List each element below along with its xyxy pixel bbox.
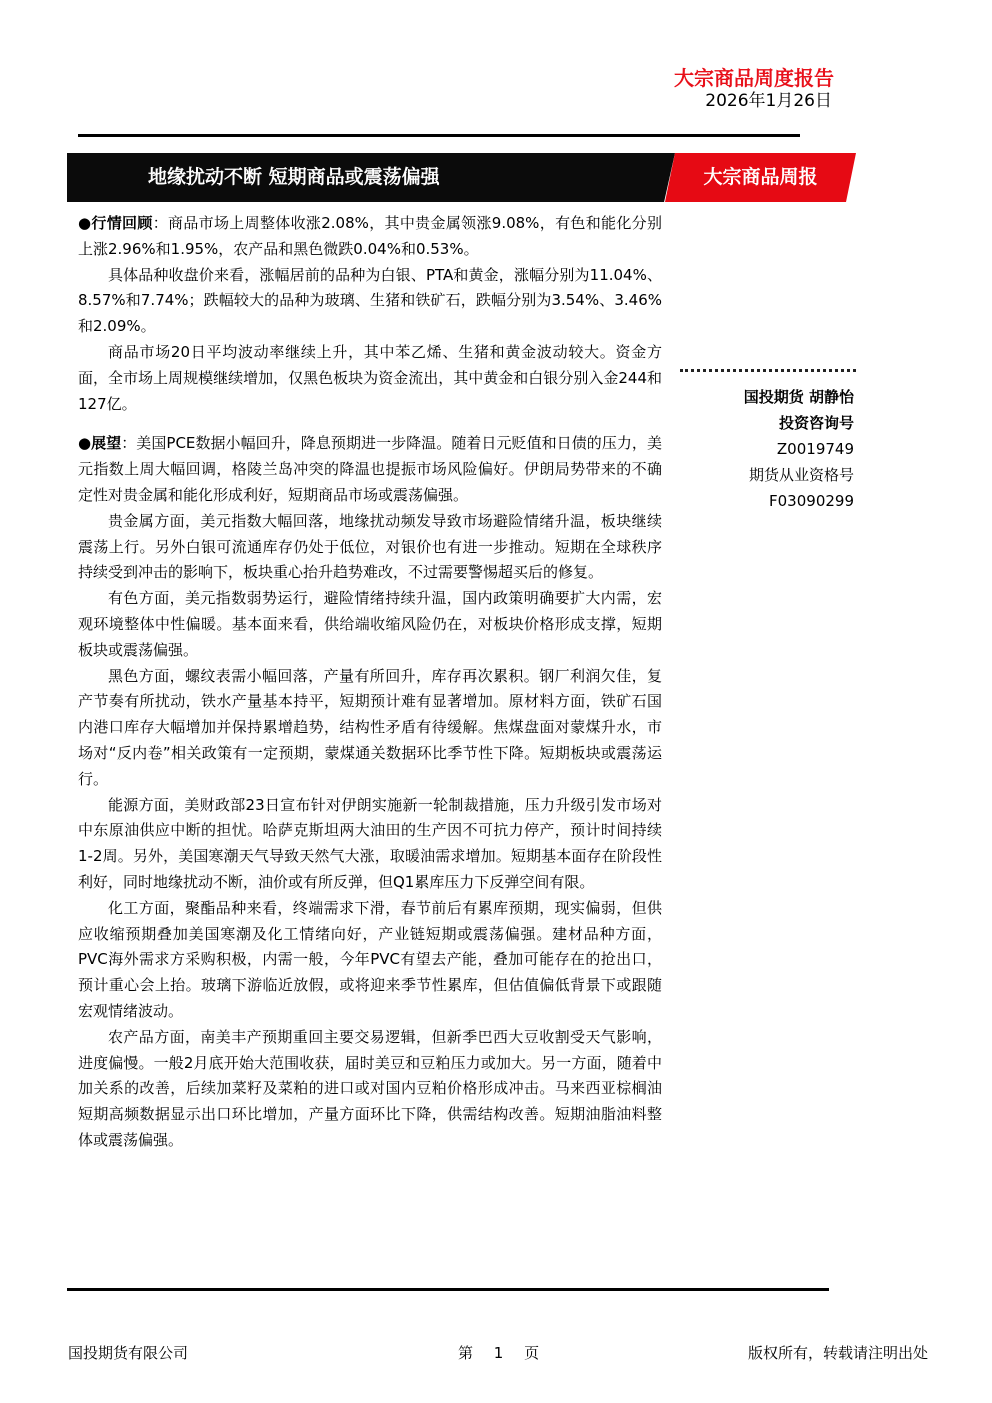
- outlook-paragraph-chemicals: 化工方面，聚酯品种来看，终端需求下滑，春节前后有累库预期，现实偏弱，但供应收缩预期叠加美国寒潮及化工情绪向好，产业链短期或震荡偏强。建材品种方面，PVC海外需求方采购积极，内需一般，今年PVC有望去产能，叠加可能存在的抢出口，预计重心会上抬。玻璃下游临近放假，或将迎来季节性累库，但估值偏低背景下或跟随宏观情绪波动。: [78, 898, 662, 1020]
- page-prefix: 第: [458, 1344, 474, 1362]
- review-paragraph-2: 具体品种收盘价来看，涨幅居前的品种为白银、PTA和黄金，涨幅分别为11.04%、8.57%和7.74%；跌幅较大的品种为玻璃、生猪和铁矿石，跌幅分别为3.54%、3.46%和2.09%。: [78, 265, 662, 336]
- report-type-tag: 大宗商品周报: [703, 166, 818, 188]
- author-name: 国投期货 胡静怡: [743, 388, 854, 406]
- footer-copyright: 版权所有，转载请注明出处: [747, 1344, 928, 1362]
- page-title: 地缘扰动不断 短期商品或震荡偏强: [148, 166, 440, 188]
- report-body: [78, 211, 662, 1154]
- footer-company: 国投期货有限公司: [68, 1344, 189, 1362]
- qualification-label: 期货从业资格号: [748, 466, 854, 484]
- outlook-paragraph-1: [78, 431, 662, 508]
- author-info: [744, 384, 854, 514]
- outlook-paragraph-agriculture: 农产品方面，南美丰产预期重回主要交易逻辑，但新季巴西大豆收割受天气影响，进度偏慢。一般2月底开始大范围收获，届时美豆和豆粕压力或加大。另一方面，随着中加关系的改善，后续加菜籽及菜粕的进口或对国内豆粕价格形成冲击。马来西亚棕榈油短期高频数据显示出口环比增加，产量方面环比下降，供需结构改善。短期油脂油料整体或震荡偏强。: [78, 1027, 662, 1149]
- review-text-1: ：商品市场上周整体收涨2.08%，其中贵金属领涨9.08%，有色和能化分别上涨2.96%和1.95%，农产品和黑色微跌0.04%和0.53%。: [78, 214, 662, 258]
- consult-number: Z0019749: [776, 440, 854, 458]
- outlook-paragraph-energy: 能源方面，美财政部23日宣布针对伊朗实施新一轮制裁措施，压力升级引发市场对中东原油供应中断的担忧。哈萨克斯坦两大油田的生产因不可抗力停产，预计时间持续1-2周。另外，美国寒潮天气导致天然气大涨，取暖油需求增加。短期基本面存在阶段性利好，同时地缘扰动不断，油价或有所反弹，但Q1累库压力下反弹空间有限。: [78, 795, 662, 891]
- page-suffix: 页: [524, 1344, 540, 1362]
- bottom-divider: [67, 1288, 829, 1291]
- review-paragraph-3: 商品市场20日平均波动率继续上升，其中苯乙烯、生猪和黄金波动较大。资金方面，全市场上周规模继续增加，仅黑色板块为资金流出，其中黄金和白银分别入金244和127亿。: [78, 342, 662, 413]
- outlook-paragraph-nonferrous: 有色方面，美元指数弱势运行，避险情绪持续升温，国内政策明确要扩大内需，宏观环境整体中性偏暖。基本面来看，供给端收缩风险仍在，对板块价格形成支撑，短期板块或震荡偏强。: [78, 589, 662, 659]
- author-divider: [680, 369, 856, 372]
- review-paragraph-1: [78, 211, 662, 263]
- page-number: 1: [493, 1344, 504, 1362]
- qualification-number: F03090299: [769, 492, 854, 510]
- top-divider: [78, 134, 800, 137]
- review-label: ●行情回顾: [78, 214, 153, 232]
- outlook-paragraph-precious-metals: 贵金属方面，美元指数大幅回落，地缘扰动频发导致市场避险情绪升温，板块继续震荡上行。另外白银可流通库存仍处于低位，对银价也有进一步推动。短期在全球秩序持续受到冲击的影响下，板块重心抬升趋势难改，不过需要警惕超买后的修复。: [78, 511, 662, 582]
- report-name: 大宗商品周度报告: [674, 66, 834, 90]
- outlook-paragraph-ferrous: 黑色方面，螺纹表需小幅回落，产量有所回升，库存再次累积。钢厂利润欠佳，复产节奏有所扰动，铁水产量基本持平，短期预计难有显著增加。原材料方面，铁矿石国内港口库存大幅增加并保持累增趋势，结构性矛盾有待缓解。焦煤盘面对蒙煤升水，市场对“反内卷”相关政策有一定预期，蒙煤通关数据环比季节性下降。短期板块或震荡运行。: [78, 666, 662, 788]
- report-date: 2026年1月26日: [705, 91, 832, 111]
- footer-page-number: [458, 1343, 539, 1363]
- outlook-text-1: ：美国PCE数据小幅回升，降息预期进一步降温。随着日元贬值和日债的压力，美元指数上周大幅回调，格陵兰岛冲突的降温也提振市场风险偏好。伊朗局势带来的不确定性对贵金属和能化形成利好，短期商品市场或震荡偏强。: [78, 434, 662, 504]
- consult-label: 投资咨询号: [778, 414, 854, 432]
- outlook-label: ●展望: [78, 434, 122, 453]
